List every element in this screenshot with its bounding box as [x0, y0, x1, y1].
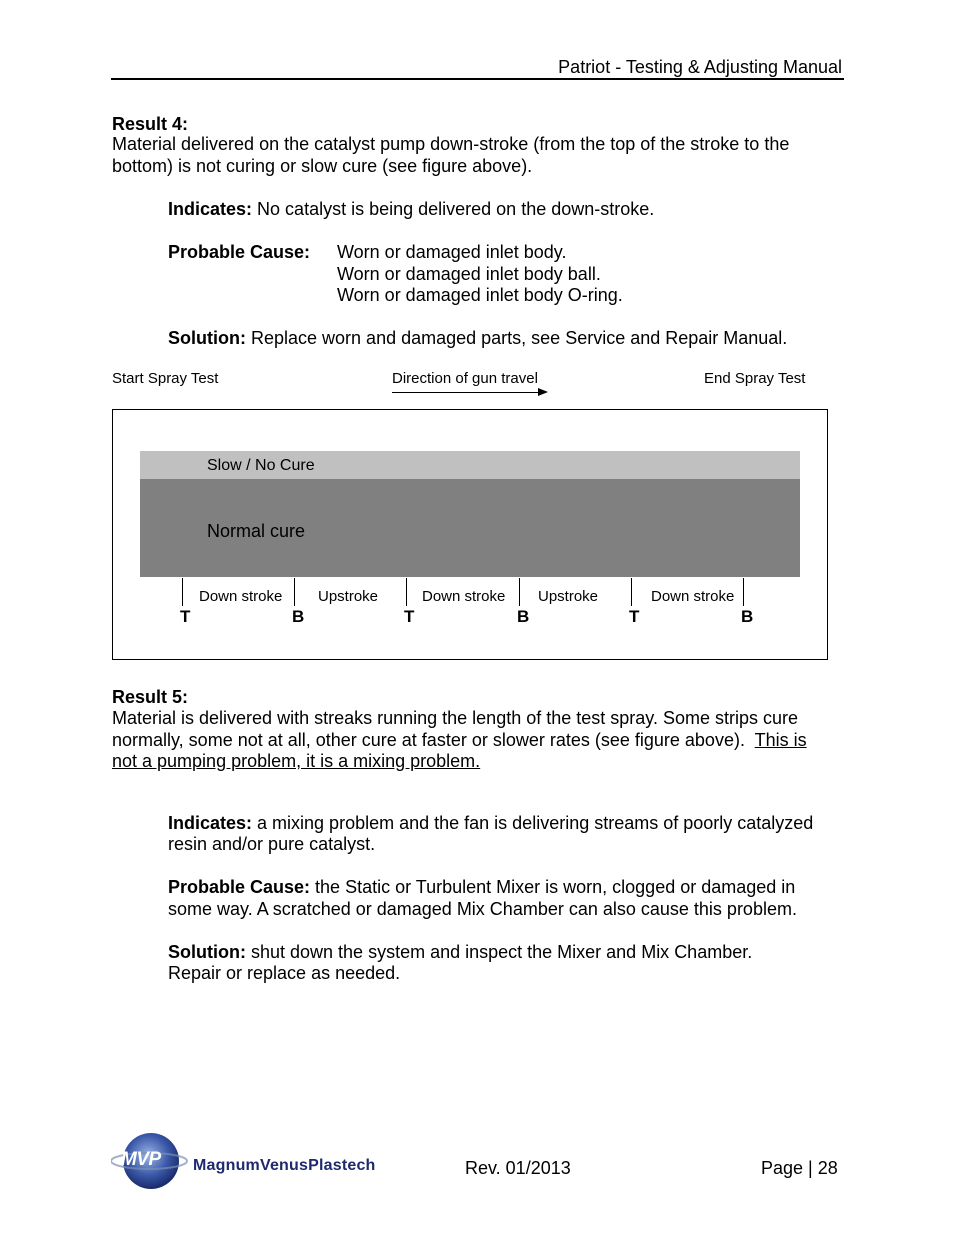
result5-solution-line1: [168, 942, 752, 964]
solution-text: Replace worn and damaged parts, see Service and Repair Manual.: [251, 328, 788, 348]
result5-body-line2-text: normally, some not at all, other cure at faster or slower rates (see figure above).: [112, 730, 755, 750]
result4-indicates: [168, 199, 654, 221]
cause-label: Probable Cause:: [168, 877, 311, 897]
slow-cure-label: Slow / No Cure: [207, 457, 315, 474]
normal-cure-label: Normal cure: [207, 521, 306, 541]
direction-arrow-line: [392, 392, 539, 393]
stroke-label: Down stroke: [651, 588, 735, 605]
direction-label: Direction of gun travel: [392, 370, 538, 387]
result5-cause-line2: some way. A scratched or damaged Mix Chamber can also cause this problem.: [168, 899, 797, 919]
stroke-tick: [743, 578, 744, 606]
result4-solution: [168, 328, 787, 350]
start-spray-test-label: Start Spray Test: [112, 370, 219, 387]
result4-heading: Result 4:: [112, 114, 189, 134]
stroke-label: Down stroke: [199, 588, 283, 605]
bottom-marker: B: [292, 607, 305, 626]
result5-body-line2: [112, 730, 807, 752]
logo-badge-text: MVP: [121, 1149, 161, 1170]
indicates-text: No catalyst is being delivered on the down-stroke.: [257, 199, 655, 219]
running-header: Patriot - Testing & Adjusting Manual: [558, 57, 842, 77]
result4-cause-3: Worn or damaged inlet body O-ring.: [337, 285, 623, 305]
result5-indicates-line1: [168, 813, 813, 835]
stroke-tick: [294, 578, 295, 606]
page-number: Page | 28: [761, 1158, 838, 1178]
solution-text: shut down the system and inspect the Mixer and Mix Chamber.: [245, 942, 753, 962]
stroke-tick: [182, 578, 183, 606]
indicates-text: a mixing problem and the fan is delivering streams of poorly catalyzed: [252, 813, 814, 833]
top-marker: T: [629, 607, 640, 626]
indicates-label: Indicates:: [168, 199, 253, 219]
stroke-label: Upstroke: [318, 588, 379, 605]
stroke-label: Upstroke: [538, 588, 599, 605]
result5-solution-line2: Repair or replace as needed.: [168, 963, 401, 983]
result4-body-line1: Material delivered on the catalyst pump down-stroke (from the top of the stroke to the: [112, 134, 790, 154]
indicates-label: Indicates:: [168, 813, 253, 833]
solution-label: Solution:: [168, 328, 246, 348]
result5-heading: Result 5:: [112, 687, 189, 707]
end-spray-test-label: End Spray Test: [704, 370, 806, 387]
top-marker: T: [404, 607, 415, 626]
stroke-tick: [519, 578, 520, 606]
arrow-right-icon: [538, 388, 548, 396]
solution-label: Solution:: [168, 942, 246, 962]
result5-body-line3: not a pumping problem, it is a mixing problem.: [112, 751, 481, 771]
result5-emphasis-start: This is: [754, 730, 807, 750]
logo-wordmark: MagnumVenusPlastech: [193, 1157, 376, 1174]
mvp-logo-icon: [111, 1131, 191, 1191]
result4-cause-label: Probable Cause:: [168, 242, 311, 262]
result4-body-line2: bottom) is not curing or slow cure (see figure above).: [112, 156, 533, 176]
bottom-marker: B: [517, 607, 530, 626]
result5-indicates-line2: resin and/or pure catalyst.: [168, 834, 376, 854]
revision: Rev. 01/2013: [465, 1158, 571, 1178]
result4-cause-1: Worn or damaged inlet body.: [337, 242, 567, 262]
stroke-tick: [631, 578, 632, 606]
stroke-label: Down stroke: [422, 588, 506, 605]
cause-text: the Static or Turbulent Mixer is worn, clogged or damaged in: [310, 877, 796, 897]
result4-cause-2: Worn or damaged inlet body ball.: [337, 264, 601, 284]
bottom-marker: B: [741, 607, 754, 626]
result5-cause-line1: [168, 877, 795, 899]
result5-body-line1: Material is delivered with streaks running the length of the test spray. Some strips cure: [112, 708, 798, 728]
header-rule: [111, 78, 844, 80]
stroke-tick: [406, 578, 407, 606]
top-marker: T: [180, 607, 191, 626]
